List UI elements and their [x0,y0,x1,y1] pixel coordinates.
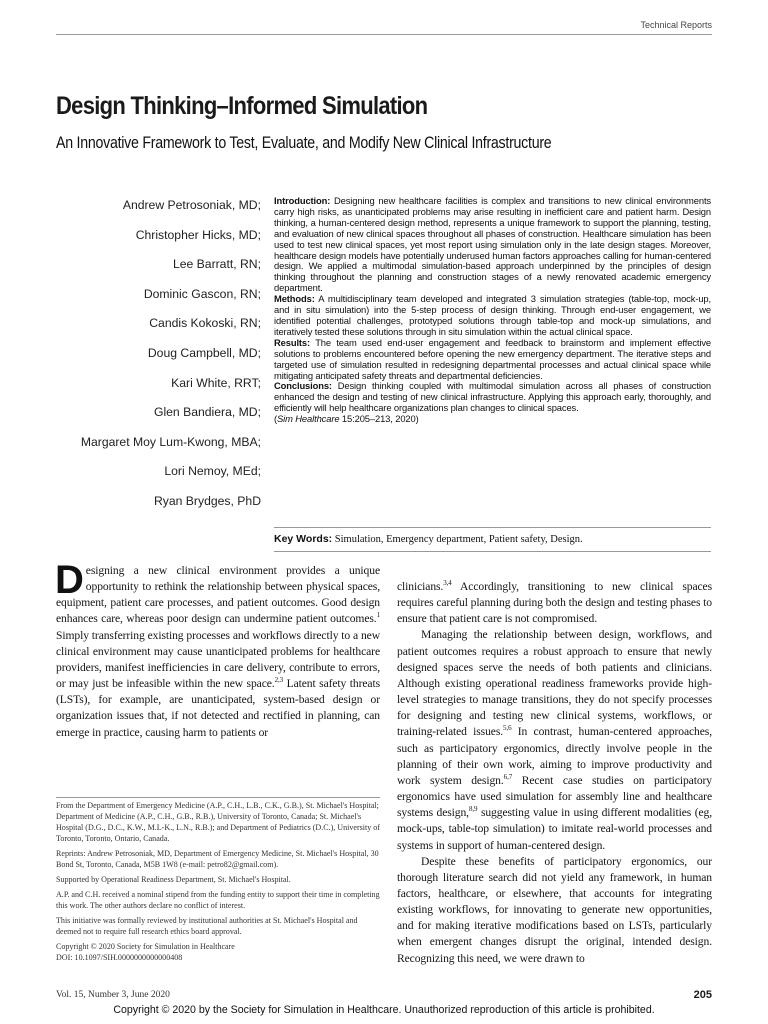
footnote: This initiative was formally reviewed by institutional authorities at St. Michael's Hospital and deemed not to require full research ethics board approval. [56,916,358,936]
abstract-heading: Results: [274,336,311,348]
reference[interactable]: 6,7 [503,772,513,781]
abstract-heading: Methods: [274,293,315,305]
keywords [274,533,583,545]
reference[interactable]: 5,6 [503,724,512,733]
abstract-introduction [274,196,711,294]
author: Ryan Brydges, PhD [153,493,261,508]
abstract [274,196,711,425]
author: Christopher Hicks, MD; [135,227,261,242]
article-title: Design Thinking–Informed Simulation [56,92,428,120]
issue-info: Vol. 15, Number 3, June 2020 [56,990,170,1000]
author: Lori Nemoy, MEd; [164,464,261,479]
abstract-text: The team used end-user engagement and feedback to brainstorm and implement effective solutions to problems encountered before opening the new emergency department. The iterative steps and targeted use of simulation resulted in redesigning departmental processes and actual clinical space while mitigating anticipated safety threats and departmental deficiencies. [274,336,711,381]
footnote-rule [56,797,380,798]
drop-cap: D [55,558,84,602]
author-list [56,197,261,523]
abstract-citation: (Sim Healthcare 15:205–213, 2020) [274,413,419,425]
author: Dominic Gascon, RN; [143,286,261,301]
keywords-rule-bottom [274,551,711,552]
footnote: Copyright © 2020 Society for Simulation in Healthcare DOI: 10.1097/SIH.0000000000000408 [56,942,235,962]
footnote: From the Department of Emergency Medicine (A.P., C.H., L.B., C.K., G.B.), St. Michael's Hospital; Department of Medicine (A.P., C.H., G.B., R.B.), University of Toronto, Canada; St. Michael's Hospital (D.G., D.C., K.W., M.L-K., L.N., R.B.); and Department of Pediatrics (D.C.), University of Toronto, Toronto, Ontario, Canada. [56,801,380,843]
author: Kari White, RRT; [171,375,261,390]
body-column-right [397,579,712,967]
abstract-conclusions [274,381,711,414]
author: Lee Barratt, RN; [172,257,261,272]
reference[interactable]: 8,9 [469,805,478,814]
footnote: A.P. and C.H. received a nominal stipend from the funding entity to support their time in completing this work. The other authors declare no conflict of interest. [56,890,380,910]
author: Margaret Moy Lum-Kwong, MBA; [80,434,261,449]
abstract-heading: Conclusions: [274,380,332,392]
author: Glen Bandiera, MD; [153,405,261,420]
footnote: Reprints: Andrew Petrosoniak, MD, Department of Emergency Medicine, St. Michael's Hospital, 30 Bond St, Toronto, Canada, M5B 1W8 (e-mail: petro82@gmail.com). [56,849,379,869]
body-paragraph: Designing a new clinical environment provides a unique opportunity to rethink the relationship between physical spaces, equipment, patient care processes, and patient outcomes. Good design enhances care, whereas poor design can undermine patient outcomes.$^1$ Simply transferring existing processes and workflows directly to a new clinical environment may cause unanticipated problems for healthcare providers, manifest inefficiencies in care delivery, contribute to errors, or may just be infeasible within the new space.$^{2,3}$ Latent safety threats (LSTs), for example, are unanticipated, system-based design or organization issues that, if not detected and rectified in planning, can emerge in practice, causing harm to patients or [55,558,380,739]
section-label: Technical Reports [640,20,712,30]
footnotes [56,800,380,967]
keywords-rule-top [274,527,711,528]
journal-name: Sim Healthcare [277,413,340,425]
abstract-text: Design thinking coupled with multimodal simulation across all phases of construction enhanced the design and testing of new clinical infrastructure. Applying this approach early, thoroughly, and efficiently will help healthcare organizations plan changes to clinical spaces. [274,380,711,414]
body-paragraph: clinicians.$^{3,4}$ Accordingly, transitioning to new clinical spaces requires careful planning during both the design and testing phases to ensure that patient care is not compromised. [397,579,712,626]
footnote: Supported by Operational Readiness Department, St. Michael's Hospital. [56,875,291,884]
header-rule [56,34,712,35]
abstract-heading: Introduction: [274,195,331,206]
body-column-left [55,558,380,741]
keywords-label: Key Words: [274,533,333,545]
page-number: 205 [693,989,712,1001]
author: Andrew Petrosoniak, MD; [122,198,261,212]
keywords-text: Simulation, Emergency department, Patient safety, Design. [332,534,583,545]
abstract-methods [274,294,711,338]
author: Doug Campbell, MD; [147,345,261,360]
reference[interactable]: 1 [376,611,380,620]
abstract-text: A multidisciplinary team developed and integrated 3 simulation strategies (table-top, mock-up, and in situ simulation) into the 5-step process of design thinking. Through end-user engagement, we identified potential challenges, prototyped solutions through table-top and mock-up simulations, and iteratively tested these solutions through in situ simulation within the actual clinical space. [274,293,711,337]
abstract-results [274,338,711,382]
article-subtitle: An Innovative Framework to Test, Evaluate, and Modify New Clinical Infrastructure [56,134,552,152]
copyright-notice: Copyright © 2020 by the Society for Simulation in Healthcare. Unauthorized reproduction of this article is prohibited. [113,1004,655,1016]
author: Candis Kokoski, RN; [149,316,261,331]
body-paragraph: Managing the relationship between design, workflows, and patient outcomes requires a robust approach to ensure that newly designed spaces serve the needs of both patients and clinicians. Although existing operational readiness frameworks provide high-level strategies to manage transitions, they do not specify processes for designing and testing new clinical systems, workflows, or training-related issues.$^{5,6}$ In contrast, human-centered approaches, such as participatory ergonomics, directly involve people in the planning of their own work, aiming to improve productivity and work system design.$^{6,7}$ Recent case studies on participatory ergonomics have used simulation for assembly line and healthcare systems design,$^{8,9}$ suggesting value in using different modalities (eg, mock-ups, table-top simulation) to imitate real-world processes and systems in support of human-centered design. [397,628,712,852]
reference[interactable]: 3,4 [443,579,452,587]
abstract-text: Designing new healthcare facilities is complex and transitions to new clinical environments carry high risks, as unanticipated problems may arise resulting in inefficient care and patient harm. Design thinking, a human-centered design method, represents a unique framework to support the planning, testing, and evaluation of new clinical spaces throughout all phases of construction. Healthcare simulation has been used to test new clinical spaces, yet most report using simulation only in the late design stages. Moreover, healthcare design models have potentially underused human factors approaches calling for human-centered design. We applied a multimodal simulation-based approach underpinned by the principles of design thinking throughout the planning and construction stages of a newly renovated academic emergency department. [274,195,711,294]
reference[interactable]: 2,3 [274,676,284,685]
body-paragraph: Despite these benefits of participatory ergonomics, our thorough literature search did not yield any framework, in human factors, healthcare, or elsewhere, that accounts for integrating existing workflows, for innovating to generate new opportunities, and for making iterative modifications based on LSTs, particularly when emergent changes disrupt the original, intended design. Recognizing this need, we were drawn to [397,854,712,965]
